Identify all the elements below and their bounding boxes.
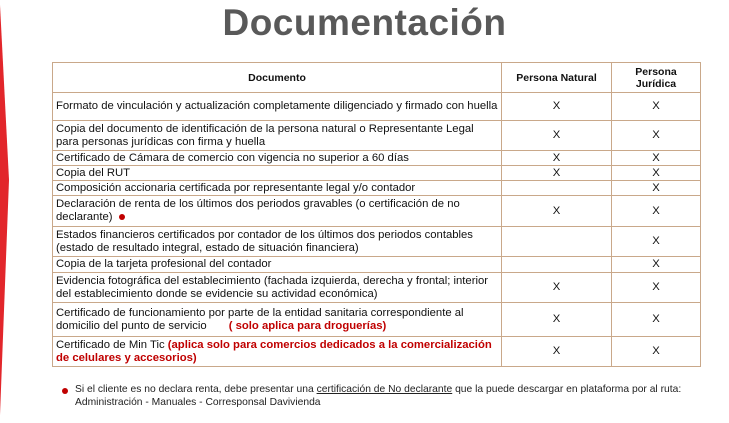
juridica-mark: X <box>612 257 701 273</box>
table-row <box>53 93 701 121</box>
footnote-text-after: que la puede descargar en plataforma por al ruta: Administración - Manuales - Corresponsal Davivienda <box>75 384 682 408</box>
document-cell: Copia del RUT <box>53 166 502 181</box>
natural-mark: X <box>502 273 612 303</box>
table-row <box>53 181 701 196</box>
table-row <box>53 273 701 303</box>
natural-mark: X <box>502 93 612 121</box>
natural-mark <box>502 181 612 196</box>
header-persona-juridica: Persona Jurídica <box>612 63 701 93</box>
table-row <box>53 121 701 151</box>
table-row <box>53 257 701 273</box>
natural-mark: X <box>502 151 612 166</box>
table-row <box>53 151 701 166</box>
juridica-mark: X <box>612 273 701 303</box>
juridica-mark: X <box>612 196 701 227</box>
table-header-row <box>53 63 701 93</box>
document-cell <box>53 196 502 227</box>
juridica-mark: X <box>612 303 701 337</box>
document-cell <box>53 303 502 337</box>
table-row <box>53 337 701 367</box>
table-row <box>53 303 701 337</box>
document-cell <box>53 337 502 367</box>
document-cell: Copia de la tarjeta profesional del contador <box>53 257 502 273</box>
footnote-bullet-icon <box>62 388 68 394</box>
juridica-mark: X <box>612 181 701 196</box>
header-persona-natural: Persona Natural <box>502 63 612 93</box>
natural-mark: X <box>502 196 612 227</box>
natural-mark <box>502 257 612 273</box>
table-row <box>53 227 701 257</box>
footnote-text <box>75 383 705 409</box>
document-cell: Formato de vinculación y actualización completamente diligenciado y firmado con huella <box>53 93 502 121</box>
document-text: Certificado de Min Tic <box>56 338 165 351</box>
document-text: Declaración de renta de los últimos dos periodos gravables (o certificación de no declarante) <box>56 198 460 223</box>
table-row <box>53 166 701 181</box>
document-cell: Certificado de Cámara de comercio con vigencia no superior a 60 días <box>53 151 502 166</box>
footnote-underlined: certificación de No declarante <box>316 384 453 395</box>
page-title: Documentación <box>222 2 507 43</box>
footnote-text-before: Si el cliente es no declara renta, debe presentar una <box>75 384 317 395</box>
natural-mark: X <box>502 303 612 337</box>
document-cell: Estados financieros certificados por contador de los últimos dos periodos contables (estado de resultado integral, estado de situación financiera) <box>53 227 502 257</box>
document-cell: Composición accionaria certificada por representante legal y/o contador <box>53 181 502 196</box>
natural-mark <box>502 227 612 257</box>
documents-table <box>52 62 701 367</box>
footnote-bullet-icon <box>119 214 125 220</box>
juridica-mark: X <box>612 93 701 121</box>
document-cell: Evidencia fotográfica del establecimiento (fachada izquierda, derecha y frontal; interior del establecimiento donde se evidencie su actividad económica) <box>53 273 502 303</box>
juridica-mark: X <box>612 337 701 367</box>
drogueria-note: ( solo aplica para droguerías) <box>228 319 387 332</box>
natural-mark: X <box>502 166 612 181</box>
document-text: Certificado de funcionamiento por parte de la entidad sanitaria correspondiente al domicilio del punto de servicio <box>56 306 464 332</box>
juridica-mark: X <box>612 227 701 257</box>
natural-mark: X <box>502 337 612 367</box>
header-documento: Documento <box>53 63 502 93</box>
juridica-mark: X <box>612 121 701 151</box>
table-row <box>53 196 701 227</box>
juridica-mark: X <box>612 151 701 166</box>
document-cell: Copia del documento de identificación de la persona natural o Representante Legal para personas jurídicas con firma y huella <box>53 121 502 151</box>
mintic-note: (aplica solo para comercios dedicados a la comercialización de celulares y accesorios) <box>56 338 492 364</box>
natural-mark: X <box>502 121 612 151</box>
juridica-mark: X <box>612 166 701 181</box>
red-edge-decoration <box>0 5 9 415</box>
